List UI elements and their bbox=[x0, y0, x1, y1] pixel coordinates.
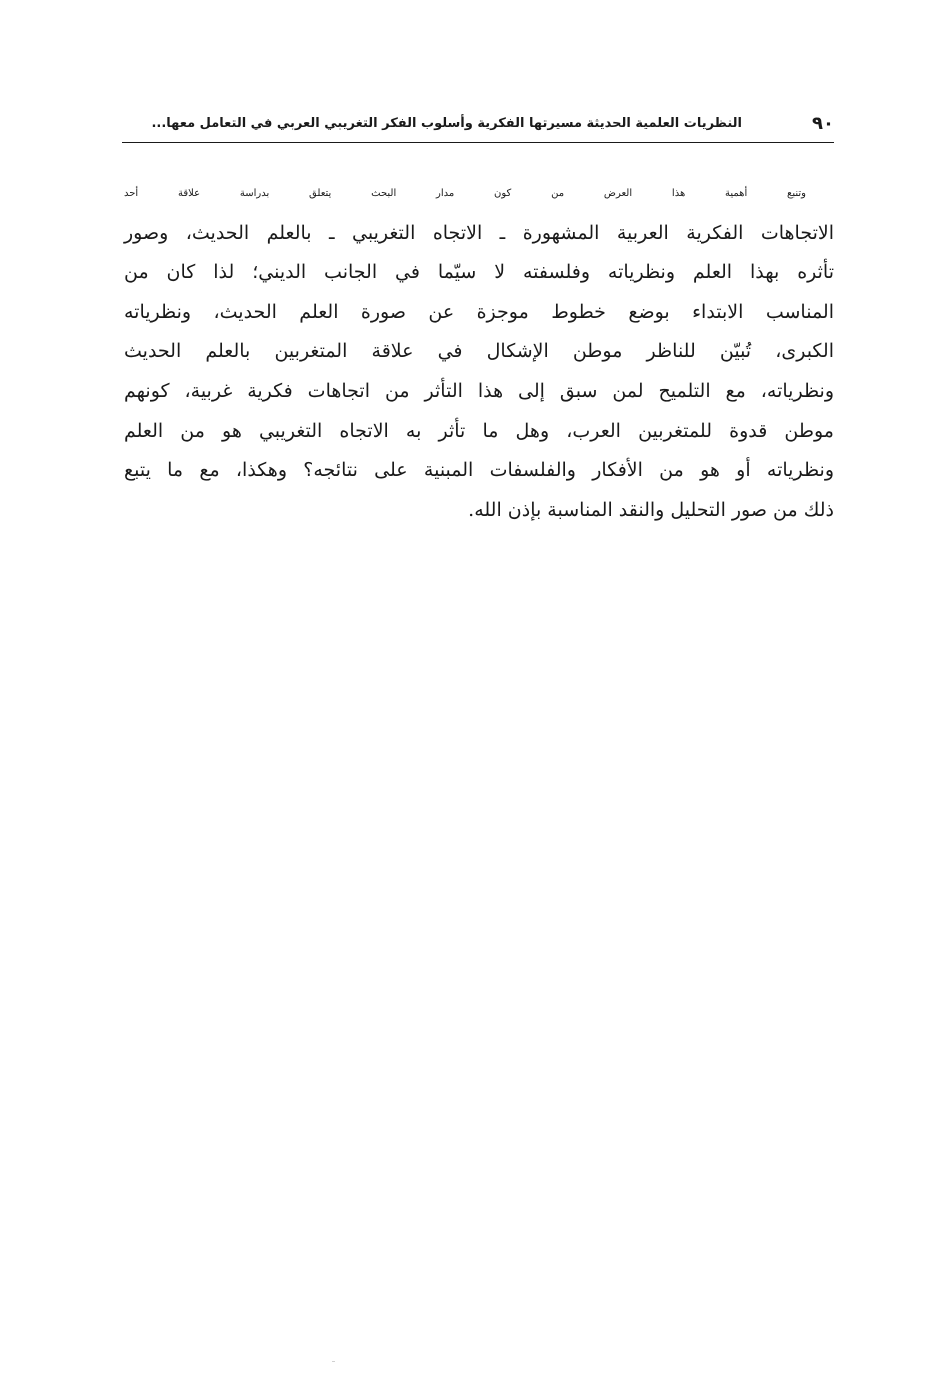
paragraph-line: ذلك من صور التحليل والنقد المناسبة بإذن الله. bbox=[468, 498, 834, 521]
paragraph-line: تأثره بهذا العلم ونظرياته وفلسفته لا سيّما في الجانب الديني؛ لذا كان من bbox=[124, 261, 834, 284]
page-number: ٩٠ bbox=[812, 113, 834, 134]
paragraph-line: الاتجاهات الفكرية العربية المشهورة ـ الاتجاه التغريبي ـ بالعلم الحديث، وصور bbox=[124, 221, 834, 244]
paragraph-line: المناسب الابتداء بوضع خطوط موجزة عن صورة العلم الحديث، ونظرياته bbox=[124, 300, 834, 323]
paragraph-line: موطن قدوة للمتغربين العرب، وهل ما تأثر به الاتجاه التغريبي هو من العلم bbox=[124, 419, 834, 442]
scan-speck bbox=[332, 1361, 335, 1362]
paragraph-line: ونظرياته، مع التلميح لمن سبق إلى هذا التأثر من اتجاهات فكرية غربية، كونهم bbox=[124, 379, 834, 402]
paragraph-line: ونظرياته أو هو من الأفكار والفلسفات المبنية على نتائجه؟ وهكذا، مع ما يتبع bbox=[124, 459, 834, 482]
running-title: النظريات العلمية الحديثة مسيرتها الفكرية وأسلوب الفكر التغريبي العربي في التعامل معها... bbox=[151, 116, 742, 131]
paragraph-line: الكبرى، تُبيّن للناظر موطن الإشكال في علاقة المتغربين بالعلم الحديث bbox=[124, 340, 834, 363]
paragraph-line: وتنبع أهمية هذا العرض من كون مدار البحث يتعلق بدراسة علاقة أحد bbox=[124, 188, 806, 199]
page-header bbox=[122, 108, 834, 143]
body-paragraph bbox=[124, 174, 834, 530]
